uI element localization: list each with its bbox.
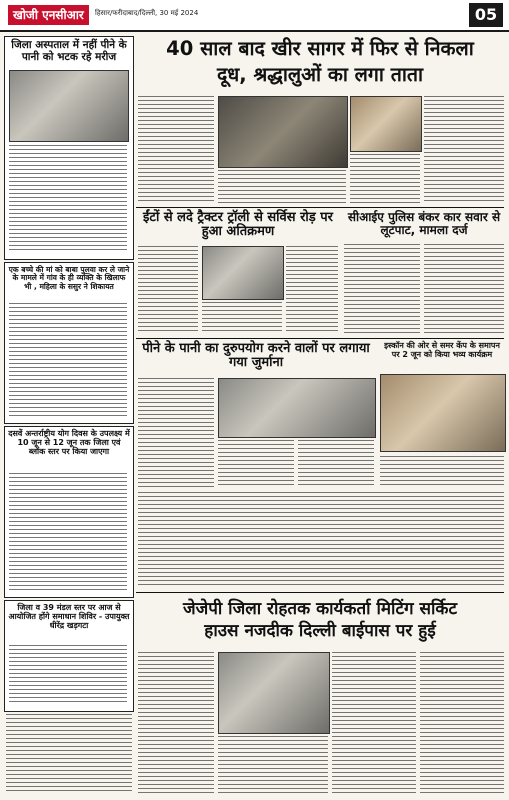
dateline: हिसार/फरीदाबाद/दिल्ली, 30 मई 2024 — [95, 9, 199, 17]
kheersagar-body-col2 — [218, 170, 346, 204]
tractor-body-col3 — [286, 246, 338, 334]
cia-body-col1 — [344, 244, 420, 334]
water-photo — [218, 378, 376, 438]
jjp-photo — [218, 652, 330, 734]
section-divider-3 — [136, 592, 504, 593]
cia-body-col2 — [424, 244, 504, 334]
jjp-body-col3 — [218, 736, 328, 794]
water-body-col2 — [218, 440, 294, 488]
cia-headline: सीआईए पुलिस बंकर कार सवार से लूटपाट, मामला दर्ज — [347, 210, 501, 238]
jjp-headline-1: जेजेपी जिला रोहतक कार्यकर्ता मिटिंग सर्किट — [182, 599, 458, 619]
water-body-col1 — [138, 378, 214, 488]
water-continued-body — [138, 492, 504, 588]
story-mandal — [4, 600, 134, 712]
village-headline: एक बच्चे की मां को बाबा पुलवा कर ले जाने के मामले में गांव के ही व्यक्ति के खिलाफ भी , महिला के ससुर ने शिकायत — [8, 265, 130, 291]
tractor-headline: ईंटों से लदे ट्रैक्टर ट्रॉली से सर्विस रोड़ पर हुआ अतिक्रमण — [143, 210, 333, 240]
tractor-photo — [202, 246, 284, 300]
story-village — [4, 262, 134, 424]
jjp-headline-2: हाउस नजदीक दिल्ली बाईपास पर हुई — [204, 621, 436, 641]
kheersagar-body-col4 — [424, 96, 504, 204]
iskcon-body — [380, 456, 504, 488]
jjp-body-col1 — [6, 714, 132, 794]
hospital-photo — [9, 70, 129, 142]
iskcon-headline: इस्कॉन की ओर से समर केंप के समापन पर 2 जून को किया भव्य कार्यक्रम — [384, 341, 500, 359]
kheersagar-body-col1 — [138, 96, 214, 204]
page-number: 05 — [469, 3, 503, 27]
masthead — [0, 0, 509, 32]
kheersagar-body-col3 — [350, 154, 420, 204]
hospital-headline: जिला अस्पताल में नहीं पीने के पानी को भटक रहे मरीज — [11, 39, 127, 63]
jjp-body-col4 — [332, 652, 416, 794]
section-divider-1 — [136, 207, 504, 208]
kheersagar-photo-1 — [218, 96, 348, 168]
section-divider-2 — [136, 338, 504, 339]
water-body-col3 — [298, 440, 374, 488]
kheersagar-headline-1: 40 साल बाद खीर सागर में फिर से निकला — [166, 37, 474, 60]
paper-name: खोजी एनसीआर — [8, 5, 89, 25]
kheersagar-photo-2 — [350, 96, 422, 152]
village-body — [9, 303, 127, 417]
yoga-headline: दसवें अन्तर्राष्ट्रीय योग दिवस के उपलक्ष्य में 10 जून से 12 जून तक जिला एवं ब्लॉक स्तर पर किया जाएगा — [8, 429, 130, 456]
hospital-body — [9, 145, 127, 253]
yoga-body — [9, 473, 127, 591]
jjp-body-col5 — [420, 652, 504, 794]
mandal-body — [9, 645, 127, 705]
iskcon-photo — [380, 374, 506, 452]
jjp-body-col2 — [138, 652, 214, 794]
story-hospital — [4, 36, 134, 260]
kheersagar-headline-2: दूध, श्रद्धालुओं का लगा ताता — [216, 63, 424, 86]
mandal-headline: जिला व 39 मंडल स्तर पर आज से आयोजित होंगे समाधान शिविर - उपायुक्त धीरेंद्र खड़गटा — [8, 603, 130, 630]
tractor-body-col2 — [202, 302, 282, 334]
story-yoga — [4, 426, 134, 598]
tractor-body-col1 — [138, 246, 198, 334]
water-headline: पीने के पानी का दुरुपयोग करने वालों पर लगाया गया जुर्माना — [142, 341, 370, 371]
